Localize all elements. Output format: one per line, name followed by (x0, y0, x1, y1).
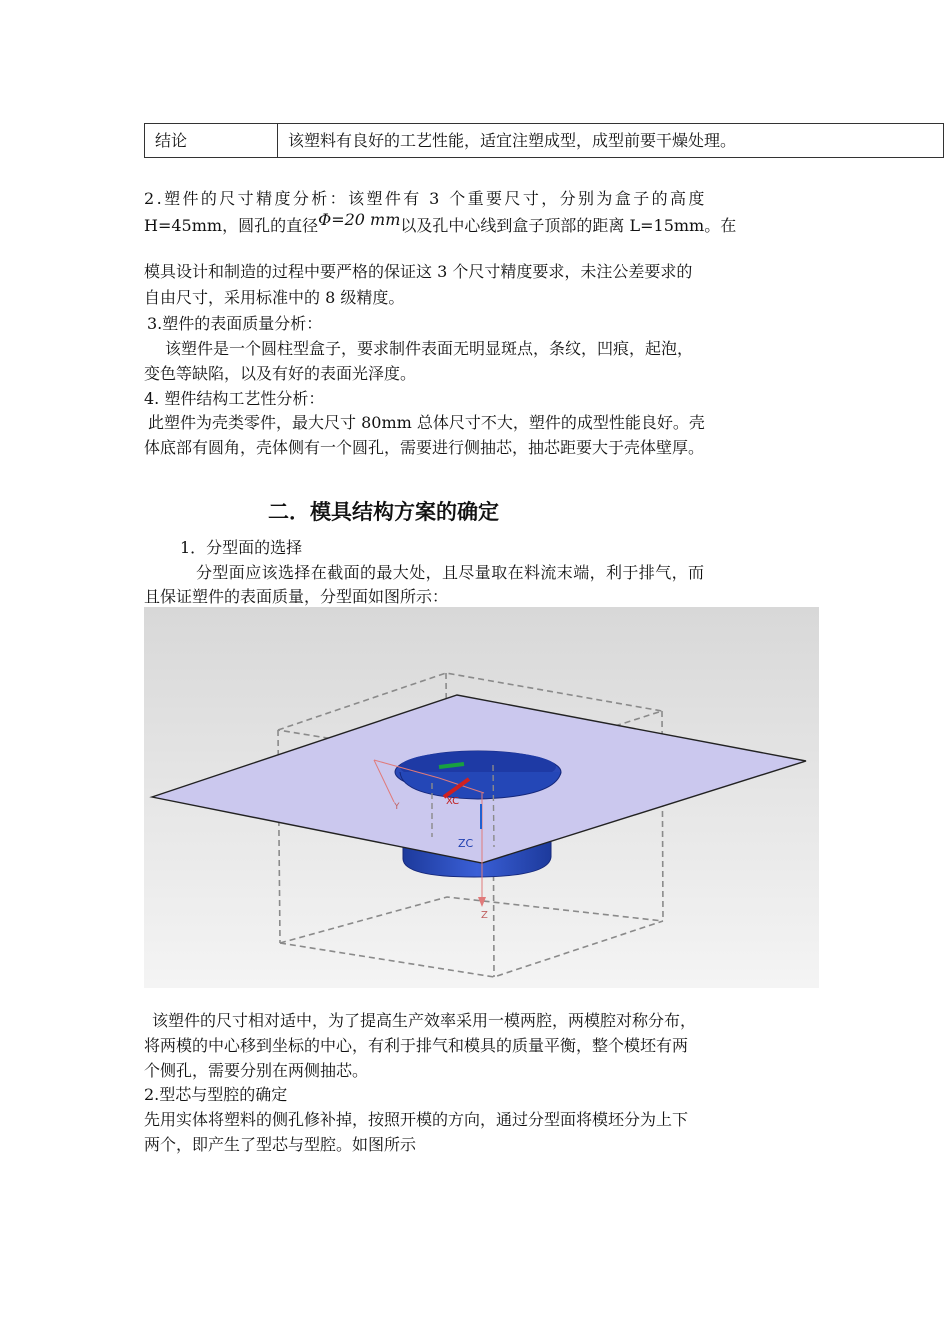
para3-title: 3.塑件的表面质量分析： (147, 314, 323, 333)
z-axis-label: Z (481, 910, 488, 921)
para2-line2-b: 以及孔中心线到盒子顶部的距离 L=15mm。在 (400, 216, 737, 235)
conclusion-table (144, 123, 944, 158)
xc-axis-label: XC (446, 796, 460, 807)
para3-line2: 变色等缺陷，以及有好的表面光泽度。 (144, 364, 417, 383)
table-label-cell: 结论 (145, 124, 278, 158)
parting-surface-figure (144, 607, 819, 988)
after-figure-line3: 个侧孔，需要分别在两侧抽芯。 (144, 1061, 369, 1080)
para2-line4: 自由尺寸，采用标准中的 8 级精度。 (144, 288, 405, 307)
subsection1-line2: 且保证塑件的表面质量，分型面如图所示： (144, 587, 449, 606)
para2-line2-a: H=45mm，圆孔的直径 (144, 216, 319, 235)
para4-line1: 此塑件为壳类零件，最大尺寸 80mm 总体尺寸不大，塑件的成型性能良好。壳 (148, 413, 705, 432)
zc-axis-label: ZC (458, 837, 474, 850)
table-value-cell: 该塑料有良好的工艺性能，适宜注塑成型，成型前要干燥处理。 (278, 124, 944, 158)
para2-line1: 2.塑件的尺寸精度分析：该塑件有 3 个重要尺寸，分别为盒子的高度 (144, 189, 707, 208)
para4-line2: 体底部有圆角，壳体侧有一个圆孔，需要进行侧抽芯，抽芯距要大于壳体壁厚。 (144, 438, 705, 457)
after-figure-line1: 该塑件的尺寸相对适中，为了提高生产效率采用一模两腔，两模腔对称分布， (152, 1011, 697, 1030)
para2-line3: 模具设计和制造的过程中要严格的保证这 3 个尺寸精度要求，未注公差要求的 (144, 262, 693, 281)
para2-line2 (144, 210, 737, 238)
diameter-formula: Φ=20 mm (318, 210, 401, 229)
para4-title: 4. 塑件结构工艺性分析： (144, 389, 325, 408)
section-heading: 二．模具结构方案的确定 (268, 500, 499, 524)
y-axis-label: Y (394, 802, 400, 812)
subsection2-line1: 先用实体将塑料的侧孔修补掉，按照开模的方向，通过分型面将模坯分为上下 (144, 1110, 689, 1129)
subsection2-title: 2.型芯与型腔的确定 (144, 1085, 288, 1104)
para3-line1: 该塑件是一个圆柱型盒子，要求制件表面无明显斑点，条纹，凹痕，起泡， (165, 339, 694, 358)
subsection1-line1: 分型面应该选择在截面的最大处，且尽量取在料流末端，利于排气，而 (196, 563, 705, 582)
table-row (145, 124, 944, 158)
subsection1-title: 1．分型面的选择 (180, 538, 303, 557)
subsection2-line2: 两个，即产生了型芯与型腔。如图所示 (144, 1135, 417, 1154)
after-figure-line2: 将两模的中心移到坐标的中心，有利于排气和模具的质量平衡，整个模坯有两 (144, 1036, 689, 1055)
